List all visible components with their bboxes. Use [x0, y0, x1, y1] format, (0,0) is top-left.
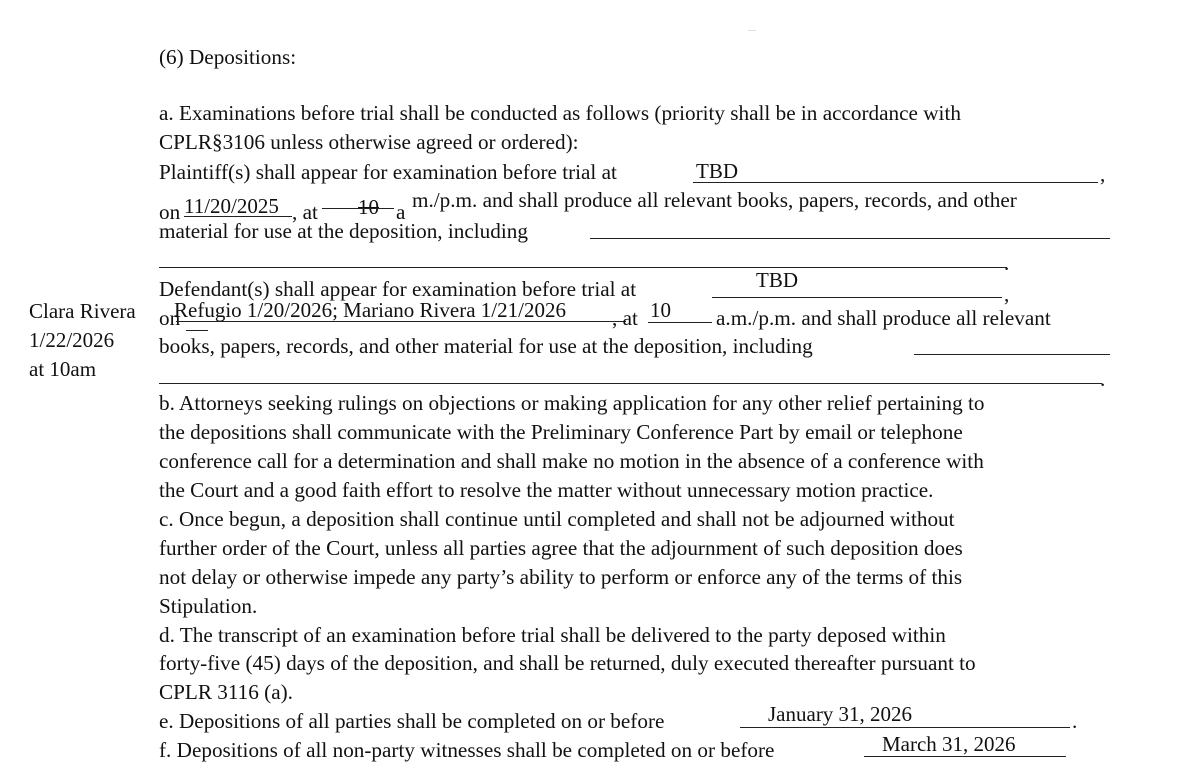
plaintiff-location: TBD [696, 159, 738, 183]
para-a-line-2: CPLR§3106 unless otherwise agreed or ordered): [159, 130, 579, 154]
defendant-material-blank [914, 354, 1110, 355]
at-text: , at [292, 200, 318, 224]
margin-note-name: Clara Rivera [29, 299, 136, 323]
para-c-line-4: Stipulation. [159, 594, 258, 618]
material-period: . [1004, 251, 1010, 275]
scan-artifact [748, 30, 756, 31]
material-line: material for use at the deposition, including [159, 219, 528, 243]
defendant-books-line: books, papers, records, and other material for use at the deposition, including [159, 334, 813, 358]
defendant-on-blank [186, 330, 208, 331]
defendant-at: , at [612, 306, 638, 330]
defendant-time-blank [648, 322, 712, 323]
para-c-line-2: further order of the Court, unless all parties agree that the adjournment of such deposition does [159, 536, 963, 560]
para-e-blank [740, 727, 1070, 728]
para-e-text: e. Depositions of all parties shall be completed on or before [159, 709, 665, 733]
para-f-blank [864, 756, 1066, 757]
defendant-location: TBD [756, 268, 798, 292]
margin-note-time: at 10am [29, 357, 97, 381]
section-heading: (6) Depositions: [159, 45, 297, 69]
para-c-line-3: not delay or otherwise impede any party’s ability to perform or enforce any of the terms of this [159, 565, 963, 589]
defendant-schedule-underline [176, 321, 626, 322]
para-b-line-4: the Court and a good faith effort to resolve the matter without unnecessary motion practice. [159, 478, 934, 502]
on-prefix: on [159, 200, 181, 224]
defendant-schedule: Refugio 1/20/2026; Mariano Rivera 1/21/2026 [174, 298, 566, 322]
plaintiff-date-blank [184, 216, 292, 217]
material-blank-2 [159, 267, 1007, 268]
plaintiff-location-blank [693, 182, 1098, 183]
plaintiff-location-comma: , [1100, 162, 1106, 186]
plaintiff-line: Plaintiff(s) shall appear for examination before trial at [159, 160, 617, 184]
para-e-date: January 31, 2026 [768, 702, 913, 726]
defendant-time: 10 [650, 298, 671, 322]
plaintiff-time-strike [322, 208, 394, 209]
para-b-line-1: b. Attorneys seeking rulings on objections or making application for any other relief pertaining to [159, 391, 985, 415]
para-a-line-1: a. Examinations before trial shall be conducted as follows (priority shall be in accordance with [159, 101, 961, 125]
defendant-production-text: a.m./p.m. and shall produce all relevant [716, 306, 1051, 330]
defendant-on: on [159, 306, 181, 330]
defendant-location-blank [712, 297, 1002, 298]
margin-note-date: 1/22/2026 [29, 328, 115, 352]
para-e-period: . [1072, 709, 1078, 733]
para-d-line-1: d. The transcript of an examination before trial shall be delivered to the party deposed within [159, 623, 946, 647]
plaintiff-production-text: m./p.m. and shall produce all relevant books, papers, records, and other [412, 188, 1017, 212]
defendant-line: Defendant(s) shall appear for examination before trial at [159, 277, 637, 301]
para-c-line-1: c. Once begun, a deposition shall continue until completed and shall not be adjourned without [159, 507, 955, 531]
para-f-text: f. Depositions of all non-party witnesses shall be completed on or before [159, 738, 775, 762]
plaintiff-date: 11/20/2025 [184, 194, 279, 218]
plaintiff-time: 10 [358, 195, 379, 219]
defendant-location-comma: , [1004, 282, 1010, 306]
para-d-line-3: CPLR 3116 (a). [159, 680, 293, 704]
para-b-line-2: the depositions shall communicate with the Preliminary Conference Part by email or telephone [159, 420, 963, 444]
para-f-date: March 31, 2026 [882, 732, 1016, 756]
defendant-material-period: . [1100, 367, 1106, 391]
para-b-line-3: conference call for a determination and shall make no motion in the absence of a conference with [159, 449, 984, 473]
material-blank [590, 238, 1110, 239]
plaintiff-ampm-a: a [396, 200, 406, 224]
defendant-material-blank-2 [159, 383, 1102, 384]
para-d-line-2: forty-five (45) days of the deposition, and shall be returned, duly executed thereafter pursuant to [159, 651, 976, 675]
